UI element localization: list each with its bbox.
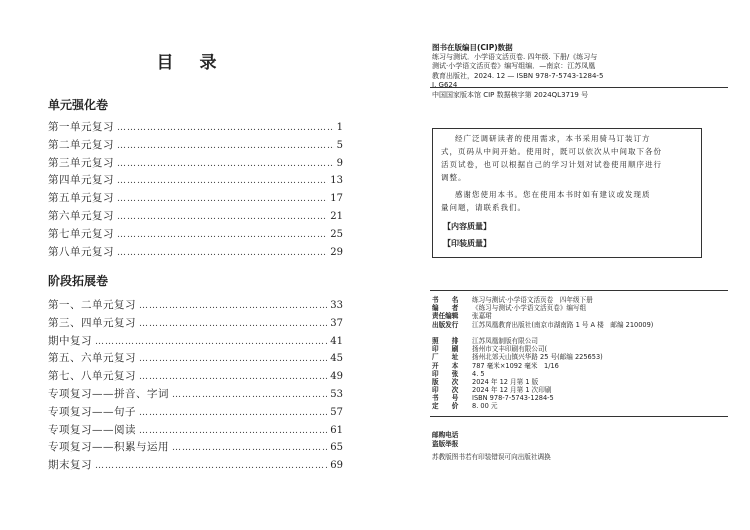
publication-info	[432, 296, 732, 411]
info-value: 江苏凤凰教育出版社(南京市湖南路 1 号 A 楼 邮编 210009)	[472, 320, 654, 329]
exchange-notice: 苏教版图书若有印装错误可向出版社调换	[432, 453, 551, 461]
notice-para-1	[441, 132, 696, 184]
toc-entry-page: 61	[330, 424, 343, 436]
notice-para-2	[441, 188, 696, 214]
info-value: 江苏凤凰制版有限公司	[472, 336, 538, 345]
info-row	[432, 337, 732, 345]
toc-entry	[48, 172, 343, 190]
toc-entry-label: 第三、四单元复习	[48, 316, 136, 329]
info-row	[432, 394, 732, 402]
info-key: 厂 址	[432, 353, 459, 362]
toc-leader-dots	[117, 230, 327, 240]
info-value: 练习与测试·小学语文活页卷 四年级下册	[472, 296, 593, 304]
toc-leader-dots	[95, 337, 327, 347]
toc-entry-page: 33	[330, 300, 343, 311]
info-key: 书 名	[432, 296, 459, 304]
toc-entry	[48, 386, 343, 404]
toc-entry-label: 第一、二单元复习	[48, 299, 136, 311]
info-row	[432, 312, 732, 320]
toc-entry	[48, 119, 343, 137]
toc-leader-dots	[139, 354, 327, 364]
info-row	[432, 402, 732, 410]
piracy-report: 盗版举报	[432, 440, 459, 448]
toc-entry	[48, 190, 343, 208]
info-row	[432, 370, 732, 378]
toc-entry	[48, 297, 343, 315]
toc-entry	[48, 244, 343, 262]
toc-leader-dots	[139, 408, 327, 418]
toc-entry-page: 1	[336, 122, 343, 133]
toc-entry	[48, 333, 343, 351]
toc-leader-dots	[139, 372, 327, 382]
toc-entry-page: 49	[330, 371, 343, 383]
info-value: 2024 年 12 月第 1 版	[472, 377, 539, 386]
toc-entry-label: 专项复习——积累与运用	[48, 441, 169, 454]
toc-entry-page: 65	[330, 442, 343, 454]
divider	[430, 416, 728, 417]
info-key: 印 张	[432, 369, 459, 378]
toc-leader-dots	[117, 248, 327, 258]
info-row	[432, 353, 732, 361]
toc-entry-page: 37	[330, 317, 343, 329]
toc-entry-label: 第一单元复习	[48, 121, 114, 133]
section-heading-stage: 阶段拓展卷	[48, 274, 109, 288]
content-quality-tag: 【内容质量】	[443, 222, 491, 231]
info-key: 编 者	[432, 304, 459, 313]
toc-leader-dots	[117, 123, 334, 133]
cip-record: 中国国家版本馆 CIP 数据核字第 2024QL3719 号	[432, 91, 589, 99]
info-row	[432, 296, 732, 304]
info-value: 张嘉珺	[472, 312, 492, 321]
notice-box	[432, 128, 702, 258]
info-value: 8. 00 元	[472, 402, 498, 411]
cip-line: 教育出版社，2024. 12 — ISBN 978-7-5743-1284-5	[432, 71, 604, 80]
toc-entry-label: 第四单元复习	[48, 174, 114, 187]
info-row	[432, 329, 732, 337]
print-quality-tag: 【印装质量】	[443, 239, 491, 248]
info-row	[432, 321, 732, 329]
toc-entry	[48, 404, 343, 422]
toc-entry-label: 专项复习——拼音、字词	[48, 387, 169, 400]
toc-title-char-1: 目	[156, 53, 176, 73]
toc-entry-page: 9	[336, 157, 343, 169]
toc-entry	[48, 350, 343, 368]
toc-entry-page: 5	[336, 139, 343, 151]
info-key: 责任编辑	[432, 312, 459, 321]
toc-leader-dots	[139, 319, 327, 329]
notice-line: 经广泛调研读者的使用需求，本书采用骑马订装订方	[455, 134, 651, 143]
copyright-page	[375, 0, 750, 530]
toc-entry	[48, 439, 343, 457]
info-value: 《练习与测试·小学语文活页卷》编写组	[472, 304, 587, 313]
info-value: 扬州市文丰印刷有限公司(	[472, 345, 548, 354]
toc-entry-label: 期末复习	[48, 459, 92, 472]
cip-block	[432, 43, 732, 91]
toc-entry-label: 第六单元复习	[48, 209, 114, 222]
toc-entry-label: 期中复习	[48, 334, 92, 347]
notice-line: 式，页码从中间开始。使用时，既可以依次从中间取下各份	[441, 147, 662, 156]
info-value: 4. 5	[472, 369, 485, 378]
toc-title	[0, 48, 375, 73]
info-key: 书 号	[432, 394, 459, 403]
info-key: 印 次	[432, 386, 459, 395]
notice-line: 调整。	[441, 173, 467, 182]
toc-leader-dots	[95, 461, 327, 471]
toc-entry	[48, 315, 343, 333]
toc-leader-dots	[117, 159, 334, 169]
toc-entry-page: 25	[330, 228, 343, 240]
toc-leader-dots	[117, 194, 327, 204]
toc-list-unit	[48, 119, 343, 261]
toc-entry	[48, 208, 343, 226]
info-key: 照 排	[432, 336, 459, 345]
info-value: 扬州北郊天山镇兴华路 25 号(邮编 225653)	[472, 353, 603, 362]
notice-line: 感谢您使用本书。您在使用本书时如有建议或发现质	[455, 190, 651, 199]
toc-entry-label: 第二单元复习	[48, 138, 114, 151]
toc-entry	[48, 155, 343, 173]
toc-entry-page: 45	[330, 353, 343, 365]
toc-entry	[48, 137, 343, 155]
notice-line: 量问题，请联系我们。	[441, 203, 526, 212]
info-value: 787 毫米×1092 毫米 1/16	[472, 361, 559, 370]
toc-entry-label: 第五、六单元复习	[48, 352, 136, 365]
info-key: 定 价	[432, 402, 459, 411]
toc-entry-label: 专项复习——阅读	[48, 423, 136, 436]
toc-entry-label: 专项复习——句子	[48, 405, 136, 418]
toc-entry-page: 17	[330, 193, 343, 205]
cip-line: 测试·小学语文活页卷》编写组编．—南京：江苏凤凰	[432, 62, 596, 70]
divider	[430, 290, 728, 291]
toc-list-stage	[48, 297, 343, 475]
toc-entry-page: 21	[330, 210, 343, 222]
toc-entry-page: 29	[330, 246, 343, 258]
info-key: 开 本	[432, 361, 459, 370]
toc-entry-page: 13	[330, 175, 343, 187]
toc-title-char-2: 录	[199, 53, 219, 73]
toc-leader-dots	[117, 176, 327, 186]
toc-leader-dots	[139, 426, 327, 436]
toc-entry	[48, 457, 343, 475]
info-row	[432, 378, 732, 386]
mail-order-phone: 邮购电话	[432, 431, 459, 439]
toc-entry-label: 第七、八单元复习	[48, 370, 136, 383]
toc-leader-dots	[172, 390, 327, 400]
cip-line: Ⅰ. G624	[432, 81, 458, 89]
toc-leader-dots	[172, 443, 327, 453]
notice-line: 活页试卷，也可以根据自己的学习计划对试卷使用顺序进行	[441, 160, 662, 169]
toc-leader-dots	[117, 212, 327, 222]
toc-entry-label: 第八单元复习	[48, 245, 114, 258]
info-value: ISBN 978-7-5743-1284-5	[472, 394, 554, 403]
toc-entry	[48, 422, 343, 440]
info-row	[432, 362, 732, 370]
toc-entry-page: 53	[330, 388, 343, 400]
cip-heading: 图书在版编目(CIP)数据	[432, 43, 513, 52]
info-value: 2024 年 12 月第 1 次印刷	[472, 386, 552, 395]
info-key: 版 次	[432, 377, 459, 386]
toc-leader-dots	[139, 301, 327, 311]
toc-entry-page: 41	[330, 335, 343, 347]
cip-line: 练习与测试．小学语文活页卷. 四年级. 下册/《练习与	[432, 52, 598, 61]
info-key	[432, 329, 472, 337]
section-heading-unit: 单元强化卷	[48, 98, 109, 112]
toc-entry-label: 第七单元复习	[48, 227, 114, 240]
toc-entry-page: 57	[330, 406, 343, 418]
toc-entry	[48, 226, 343, 244]
toc-entry	[48, 368, 343, 386]
toc-entry-label: 第三单元复习	[48, 156, 114, 169]
info-key: 出版发行	[432, 320, 459, 329]
toc-leader-dots	[117, 141, 334, 151]
info-key: 印 刷	[432, 345, 459, 354]
toc-entry-page: 69	[330, 460, 343, 472]
info-row	[432, 386, 732, 394]
divider	[430, 87, 728, 88]
toc-entry-label: 第五单元复习	[48, 192, 114, 205]
